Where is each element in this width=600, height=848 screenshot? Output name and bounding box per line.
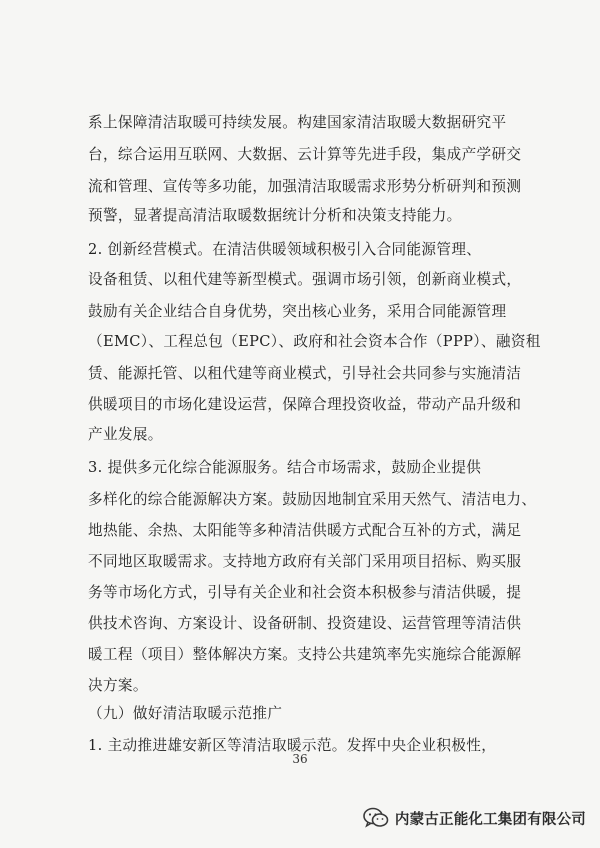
body-text-line: 预警，显著提高清洁取暖数据统计分析和决策支持能力。: [88, 207, 462, 224]
body-text-line: （EMC）、工程总包（EPC）、政府和社会资本合作（PPP）、融资租: [88, 333, 541, 350]
body-text-line: 多样化的综合能源解决方案。鼓励因地制宜采用天然气、清洁电力、: [88, 491, 537, 508]
watermark-text: 内蒙古正能化工集团有限公司: [394, 811, 586, 828]
body-text-line: 2. 创新经营模式。在清洁供暖领域积极引入合同能源管理、: [88, 241, 482, 258]
body-text-line: 务等市场化方式，引导有关企业和社会资本积极参与清洁供暖，提: [88, 584, 522, 601]
body-text-line: 决方案。: [88, 677, 148, 694]
body-text-line: 设备租赁、以租代建等新型模式。强调市场引领，创新商业模式，: [88, 271, 522, 288]
body-text-line: 供技术咨询、方案设计、设备研制、投资建设、运营管理等清洁供: [88, 615, 522, 632]
watermark: [363, 807, 586, 829]
body-text-line: 1. 主动推进雄安新区等清洁取暖示范。发挥中央企业积极性，: [88, 737, 497, 754]
body-text-line: 赁、能源托管、以租代建等商业模式，引导社会共同参与实施清洁: [88, 365, 522, 382]
body-text-line: 流和管理、宣传等多功能，加强清洁取暖需求形势分析研判和预测: [88, 178, 522, 195]
wechat-icon: [363, 807, 389, 829]
body-text-line: 地热能、余热、太阳能等多种清洁供暖方式配合互补的方式，满足: [88, 522, 522, 539]
body-text-line: 系上保障清洁取暖可持续发展。构建国家清洁取暖大数据研究平: [88, 114, 507, 131]
body-text-line: 暖工程（项目）整体解决方案。支持公共建筑率先实施综合能源解: [88, 646, 522, 663]
body-text-line: 供暖项目的市场化建设运营，保障合理投资收益，带动产品升级和: [88, 396, 522, 413]
body-text-line: （九）做好清洁取暖示范推广: [88, 705, 283, 722]
page-number: 36: [292, 752, 308, 766]
body-text-line: 不同地区取暖需求。支持地方政府有关部门采用项目招标、购买服: [88, 553, 522, 570]
body-text-line: 台，综合运用互联网、大数据、云计算等先进手段，集成产学研交: [88, 146, 522, 163]
body-text-line: 鼓励有关企业结合自身优势，突出核心业务，采用合同能源管理: [88, 303, 507, 320]
body-text-line: 3. 提供多元化综合能源服务。结合市场需求，鼓励企业提供: [88, 459, 482, 476]
body-text-line: 产业发展。: [88, 426, 163, 443]
